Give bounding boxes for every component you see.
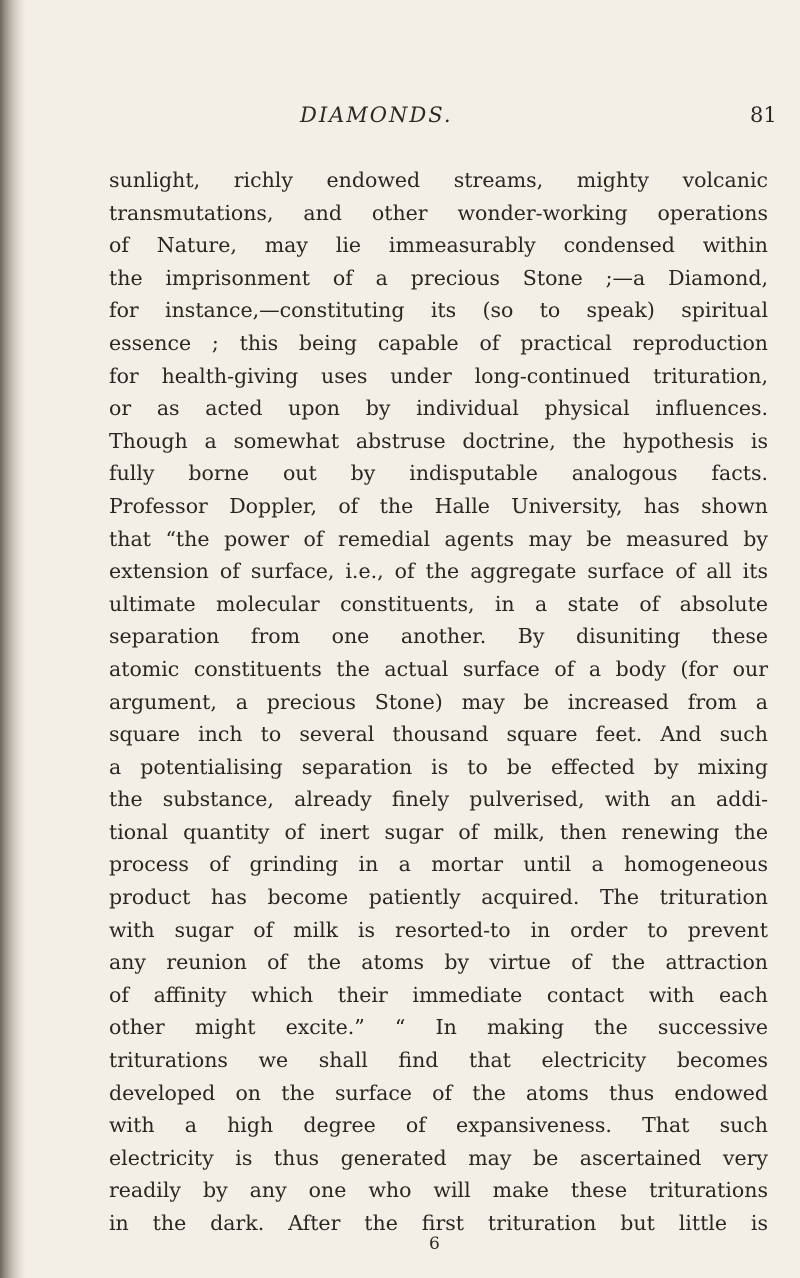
text-line: fully borne out by indisputable analogous facts. — [109, 461, 768, 486]
text-line: the substance, already finely pulverised, with an addi- — [109, 787, 768, 812]
text-line: square inch to several thousand square feet. And such — [109, 722, 768, 747]
text-line: triturations we shall find that electricity becomes — [109, 1048, 768, 1073]
text-line: process of grinding in a mortar until a homogeneous — [109, 852, 768, 877]
text-line: of affinity which their immediate contact with each — [109, 982, 768, 1007]
body-text — [109, 164, 768, 1240]
text-line: with sugar of milk is resorted-to in order to prevent — [109, 917, 768, 942]
text-line: Though a somewhat abstruse doctrine, the hypothesis is — [109, 428, 768, 453]
text-line: product has become patiently acquired. The trituration — [109, 885, 768, 910]
page-header — [0, 103, 800, 133]
text-line: for health-giving uses under long-continued trituration, — [109, 363, 768, 388]
text-line: electricity is thus generated may be ascertained very — [109, 1145, 768, 1170]
page-number: 81 — [750, 103, 777, 127]
text-line: any reunion of the atoms by virtue of the attraction — [109, 950, 768, 975]
text-line: in the dark. After the first trituration but little is — [109, 1211, 768, 1235]
text-line: sunlight, richly endowed streams, mighty volcanic — [109, 168, 768, 192]
text-line: Professor Doppler, of the Halle University, has shown — [109, 493, 768, 518]
text-line: transmutations, and other wonder-working operations — [109, 200, 768, 225]
text-line: tional quantity of inert sugar of milk, then renewing the — [109, 819, 768, 844]
text-line: essence ; this being capable of practical reproduction — [109, 330, 768, 355]
text-line: other might excite.” “ In making the successive — [109, 1015, 768, 1040]
text-line: ultimate molecular constituents, in a state of absolute — [109, 591, 768, 616]
text-line: extension of surface, i.e., of the aggregate surface of all its — [109, 559, 768, 584]
text-line: or as acted upon by individual physical influences. — [109, 396, 768, 421]
running-title: DIAMONDS. — [300, 103, 453, 127]
text-line: the imprisonment of a precious Stone ;—a Diamond, — [109, 265, 768, 290]
text-line: with a high degree of expansiveness. That such — [109, 1113, 768, 1138]
text-line: readily by any one who will make these triturations — [109, 1178, 768, 1203]
text-line: separation from one another. By disuniting these — [109, 624, 768, 649]
text-line: a potentialising separation is to be effected by mixing — [109, 754, 768, 779]
text-line: that “the power of remedial agents may be measured by — [109, 526, 768, 551]
signature-mark: 6 — [429, 1234, 440, 1254]
text-line: for instance,—constituting its (so to speak) spiritual — [109, 298, 768, 323]
text-line: argument, a precious Stone) may be increased from a — [109, 689, 768, 714]
book-binding-edge — [0, 0, 26, 1278]
text-line: atomic constituents the actual surface of a body (for our — [109, 656, 768, 681]
text-line: of Nature, may lie immeasurably condensed within — [109, 233, 768, 258]
text-line: developed on the surface of the atoms thus endowed — [109, 1080, 768, 1105]
